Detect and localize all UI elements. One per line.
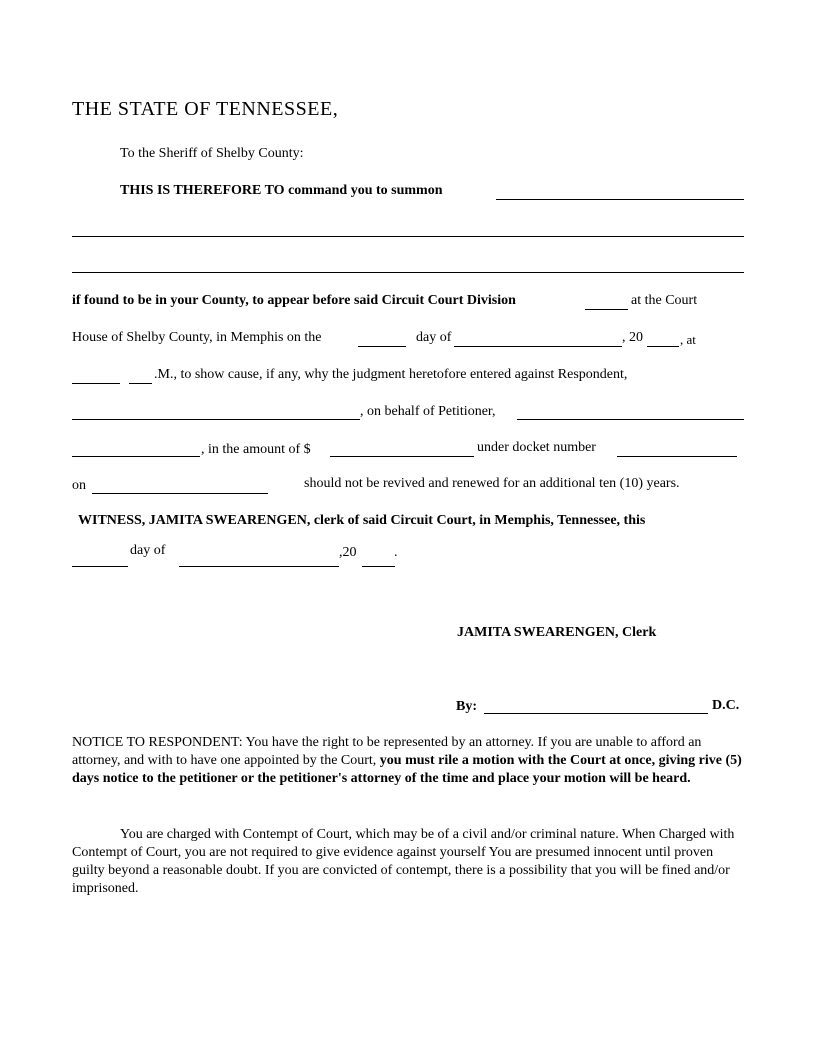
summon-line-3-field[interactable] — [72, 272, 744, 273]
on-text: on — [72, 478, 86, 493]
notice-bold-text: you must rile a motion with the Court at once, giving rive (5) days notice to the petitioner or the petitioner's attorney of the time and place your motion will be heard. — [72, 753, 742, 786]
docket-number-text: under docket number — [477, 440, 596, 455]
day-field[interactable] — [358, 346, 406, 347]
summon-name-field[interactable] — [496, 199, 744, 200]
witness-period: . — [394, 545, 398, 560]
at-the-court-text: at the Court — [631, 293, 698, 308]
notice-normal-text: NOTICE TO RESPONDENT: You have the right to be represented by an attorney. If you are unable to afford an attorney, and with to have one appointed by the Court, — [72, 735, 702, 768]
contempt-paragraph: You are charged with Contempt of Court, which may be of a civil and/or criminal nature. When Charged with Contempt of Court, you are not required to give evidence against yourself You are presumed innocent until proven guilty beyond a reasonable doubt. If you are convicted of contempt, there is a possibility that you will be fined and/or imprisoned. — [72, 827, 735, 896]
revived-renewed-text: should not be revived and renewed for an additional ten (10) years. — [304, 476, 680, 491]
witness-text: WITNESS, JAMITA SWEARENGEN, clerk of said Circuit Court, in Memphis, Tennessee, this — [78, 513, 646, 528]
respondent-field[interactable] — [72, 419, 360, 420]
petitioner-field[interactable] — [517, 419, 744, 420]
clerk-name: JAMITA SWEARENGEN, Clerk — [457, 625, 657, 640]
summon-line-2-field[interactable] — [72, 236, 744, 237]
page-title: THE STATE OF TENNESSEE, — [72, 98, 339, 120]
witness-day-field[interactable] — [72, 566, 128, 567]
at-text: , at — [680, 332, 696, 347]
show-cause-text: .M., to show cause, if any, why the judgment heretofore entered against Respondent, — [154, 367, 628, 382]
am-pm-field[interactable] — [129, 383, 152, 384]
dc-label: D.C. — [712, 698, 740, 713]
behalf-of-petitioner-text: , on behalf of Petitioner, — [360, 404, 496, 419]
amount-of-text: , in the amount of $ — [201, 442, 311, 457]
house-of-shelby-text: House of Shelby County, in Memphis on the — [72, 330, 322, 345]
petitioner-field-cont[interactable] — [72, 456, 200, 457]
amount-field[interactable] — [330, 456, 474, 457]
time-field[interactable] — [72, 383, 120, 384]
witness-day-of-text: day of — [130, 543, 166, 558]
by-label: By: — [456, 699, 477, 714]
year-field[interactable] — [647, 346, 679, 347]
witness-year-field[interactable] — [362, 566, 395, 567]
year-prefix-text: , 20 — [622, 330, 643, 345]
command-lead-bold: THIS IS THEREFORE TO — [120, 183, 285, 198]
salutation: To the Sheriff of Shelby County: — [120, 146, 304, 161]
division-field[interactable] — [585, 309, 628, 310]
docket-number-field[interactable] — [617, 456, 737, 457]
day-of-text: day of — [416, 330, 452, 345]
witness-month-field[interactable] — [179, 566, 339, 567]
appearance-line1: if found to be in your County, to appear before said Circuit Court Division — [72, 293, 516, 308]
deputy-clerk-signature-field[interactable] — [484, 713, 708, 714]
notice-paragraph — [72, 734, 744, 788]
judgment-date-field[interactable] — [92, 493, 268, 494]
month-field[interactable] — [454, 346, 622, 347]
command-lead — [120, 183, 442, 199]
command-lead-rest: command you to summon — [288, 183, 443, 198]
witness-year-prefix-text: ,20 — [339, 545, 357, 560]
